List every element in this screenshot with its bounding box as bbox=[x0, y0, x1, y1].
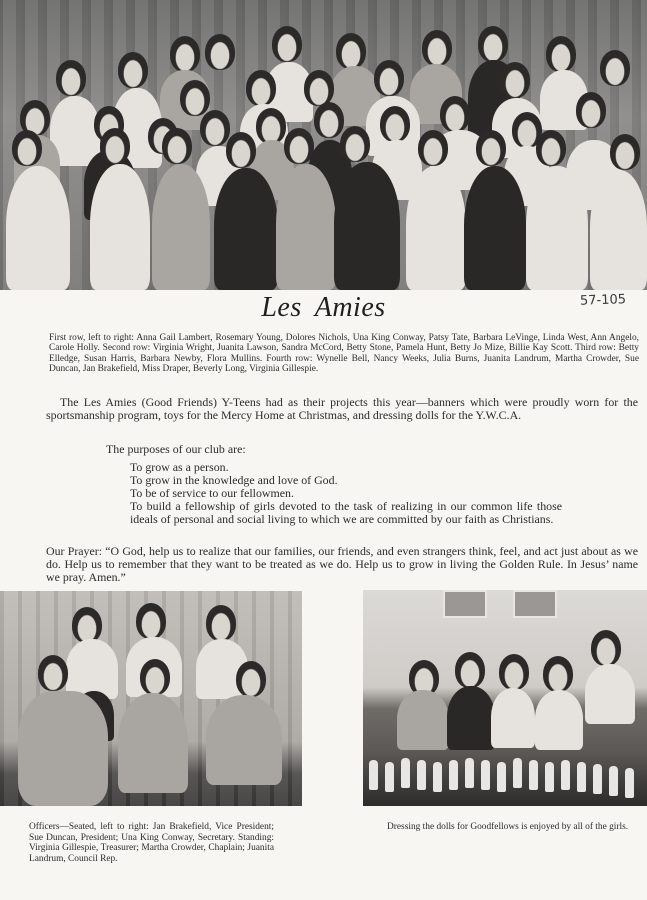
doll bbox=[625, 768, 634, 798]
person-head bbox=[304, 70, 334, 106]
person-body bbox=[90, 164, 150, 290]
person-head bbox=[72, 607, 102, 643]
person-head bbox=[200, 110, 230, 146]
purpose-item: To grow in the knowledge and love of God. bbox=[130, 473, 338, 487]
doll bbox=[369, 760, 378, 790]
wall-picture bbox=[513, 590, 557, 618]
person-body bbox=[118, 693, 188, 793]
doll bbox=[561, 760, 570, 790]
person-body bbox=[397, 690, 449, 750]
purpose-item: To be of service to our fellowmen. bbox=[130, 486, 294, 500]
purposes-heading: The purposes of our club are: bbox=[106, 442, 246, 456]
person-head bbox=[455, 652, 485, 688]
doll bbox=[609, 766, 618, 796]
person-body bbox=[18, 691, 108, 806]
person-head bbox=[38, 655, 68, 691]
person-head bbox=[576, 92, 606, 128]
doll bbox=[481, 760, 490, 790]
person-head bbox=[600, 50, 630, 86]
person-head bbox=[284, 128, 314, 164]
doll bbox=[513, 758, 522, 788]
person-body bbox=[66, 639, 118, 699]
person-head bbox=[246, 70, 276, 106]
person-body bbox=[406, 166, 466, 290]
person-body bbox=[526, 166, 588, 290]
wall-picture bbox=[443, 590, 487, 618]
person-head bbox=[136, 603, 166, 639]
person-head bbox=[374, 60, 404, 96]
person-head bbox=[256, 108, 286, 144]
person-body bbox=[535, 690, 583, 750]
prayer-paragraph: Our Prayer: “O God, help us to realize that our families, our friends, and even strangers think, feel, and act just about as we do. Help us to remember that they want to be treated as we do. Help us to grow in living the Golden Rule. In Jesus’ name we pray. Amen.” bbox=[46, 544, 638, 584]
doll bbox=[497, 762, 506, 792]
purposes-list bbox=[130, 461, 562, 526]
person-head bbox=[162, 128, 192, 164]
person-head bbox=[12, 130, 42, 166]
person-head bbox=[543, 656, 573, 692]
doll bbox=[545, 762, 554, 792]
person-head bbox=[118, 52, 148, 88]
person-body bbox=[334, 162, 400, 290]
person-head bbox=[340, 126, 370, 162]
dolls-photo bbox=[363, 590, 647, 806]
person-body bbox=[447, 686, 495, 750]
doll bbox=[385, 762, 394, 792]
person-head bbox=[500, 62, 530, 98]
person-body bbox=[214, 168, 278, 290]
doll bbox=[417, 760, 426, 790]
person-body bbox=[585, 664, 635, 724]
person-head bbox=[591, 630, 621, 666]
person-body bbox=[152, 164, 210, 290]
doll bbox=[433, 762, 442, 792]
dolls-caption: Dressing the dolls for Goodfellows is enjoyed by all of the girls. bbox=[387, 822, 629, 832]
person-head bbox=[546, 36, 576, 72]
person-body bbox=[464, 166, 526, 290]
doll bbox=[465, 758, 474, 788]
person-body bbox=[276, 164, 336, 290]
person-head bbox=[100, 128, 130, 164]
roster-caption: First row, left to right: Anna Gail Lambert, Rosemary Young, Dolores Nichols, Una King Conway, Patsy Tate, Barbara LeVinge, Linda West, Ann Angelo, Carole Holly. Second row: Virginia Wright, Juanita Lawson, Sandra McCord, Betty Stone, Pamela Hunt, Betty Jo Mize, Billie Kay Scott. Third row: Betty Elledge, Susan Harris, Barbara Newby, Flora Mullins. Fourth row: Wynelle Bell, Nancy Weeks, Julia Burns, Juanita Landrum, Martha Crowder, Sue Duncan, Jan Brakefield, Miss Draper, Beverly Long, Virginia Gillespie. bbox=[49, 333, 639, 375]
person-head bbox=[418, 130, 448, 166]
person-head bbox=[440, 96, 470, 132]
person-head bbox=[56, 60, 86, 96]
doll bbox=[401, 758, 410, 788]
person-body bbox=[491, 688, 535, 748]
person-head bbox=[422, 30, 452, 66]
officers-caption: Officers—Seated, left to right: Jan Brakefield, Vice President; Sue Duncan, President; Una King Conway, Secretary. Standing: Virginia Gillespie, Treasurer; Martha Crowder, Chaplain; Juanita Landrum, Council Rep. bbox=[29, 822, 274, 864]
person-head bbox=[226, 132, 256, 168]
person-head bbox=[380, 106, 410, 142]
purpose-item: To grow as a person. bbox=[130, 460, 229, 474]
person-head bbox=[610, 134, 640, 170]
page-title: Les Amies bbox=[261, 292, 386, 323]
page-number-annotation: 57-105 bbox=[579, 292, 627, 309]
person-body bbox=[206, 695, 282, 785]
doll bbox=[593, 764, 602, 794]
person-head bbox=[180, 80, 210, 116]
doll bbox=[449, 760, 458, 790]
person-head bbox=[170, 36, 200, 72]
purpose-item: To build a fellowship of girls devoted to the task of realizing in our common life those ideals of personal and social living to which we are committed by our faith as Christians. bbox=[130, 499, 562, 526]
person-head bbox=[206, 605, 236, 641]
person-body bbox=[6, 166, 70, 290]
person-head bbox=[205, 34, 235, 70]
doll bbox=[577, 762, 586, 792]
group-photo bbox=[0, 0, 647, 290]
person-head bbox=[140, 659, 170, 695]
officers-photo bbox=[0, 591, 302, 806]
person-body bbox=[590, 170, 647, 290]
person-head bbox=[272, 26, 302, 62]
person-head bbox=[314, 102, 344, 138]
doll bbox=[529, 760, 538, 790]
person-head bbox=[499, 654, 529, 690]
intro-paragraph: The Les Amies (Good Friends) Y-Teens had as their projects this year—banners which were proudly worn for the sportsmanship program, toys for the Mercy Home at Christmas, and dressing dolls for the Y.W.C.A. bbox=[46, 395, 638, 422]
person-head bbox=[236, 661, 266, 697]
person-head bbox=[478, 26, 508, 62]
person-head bbox=[336, 33, 366, 69]
person-head bbox=[476, 130, 506, 166]
person-head bbox=[536, 130, 566, 166]
